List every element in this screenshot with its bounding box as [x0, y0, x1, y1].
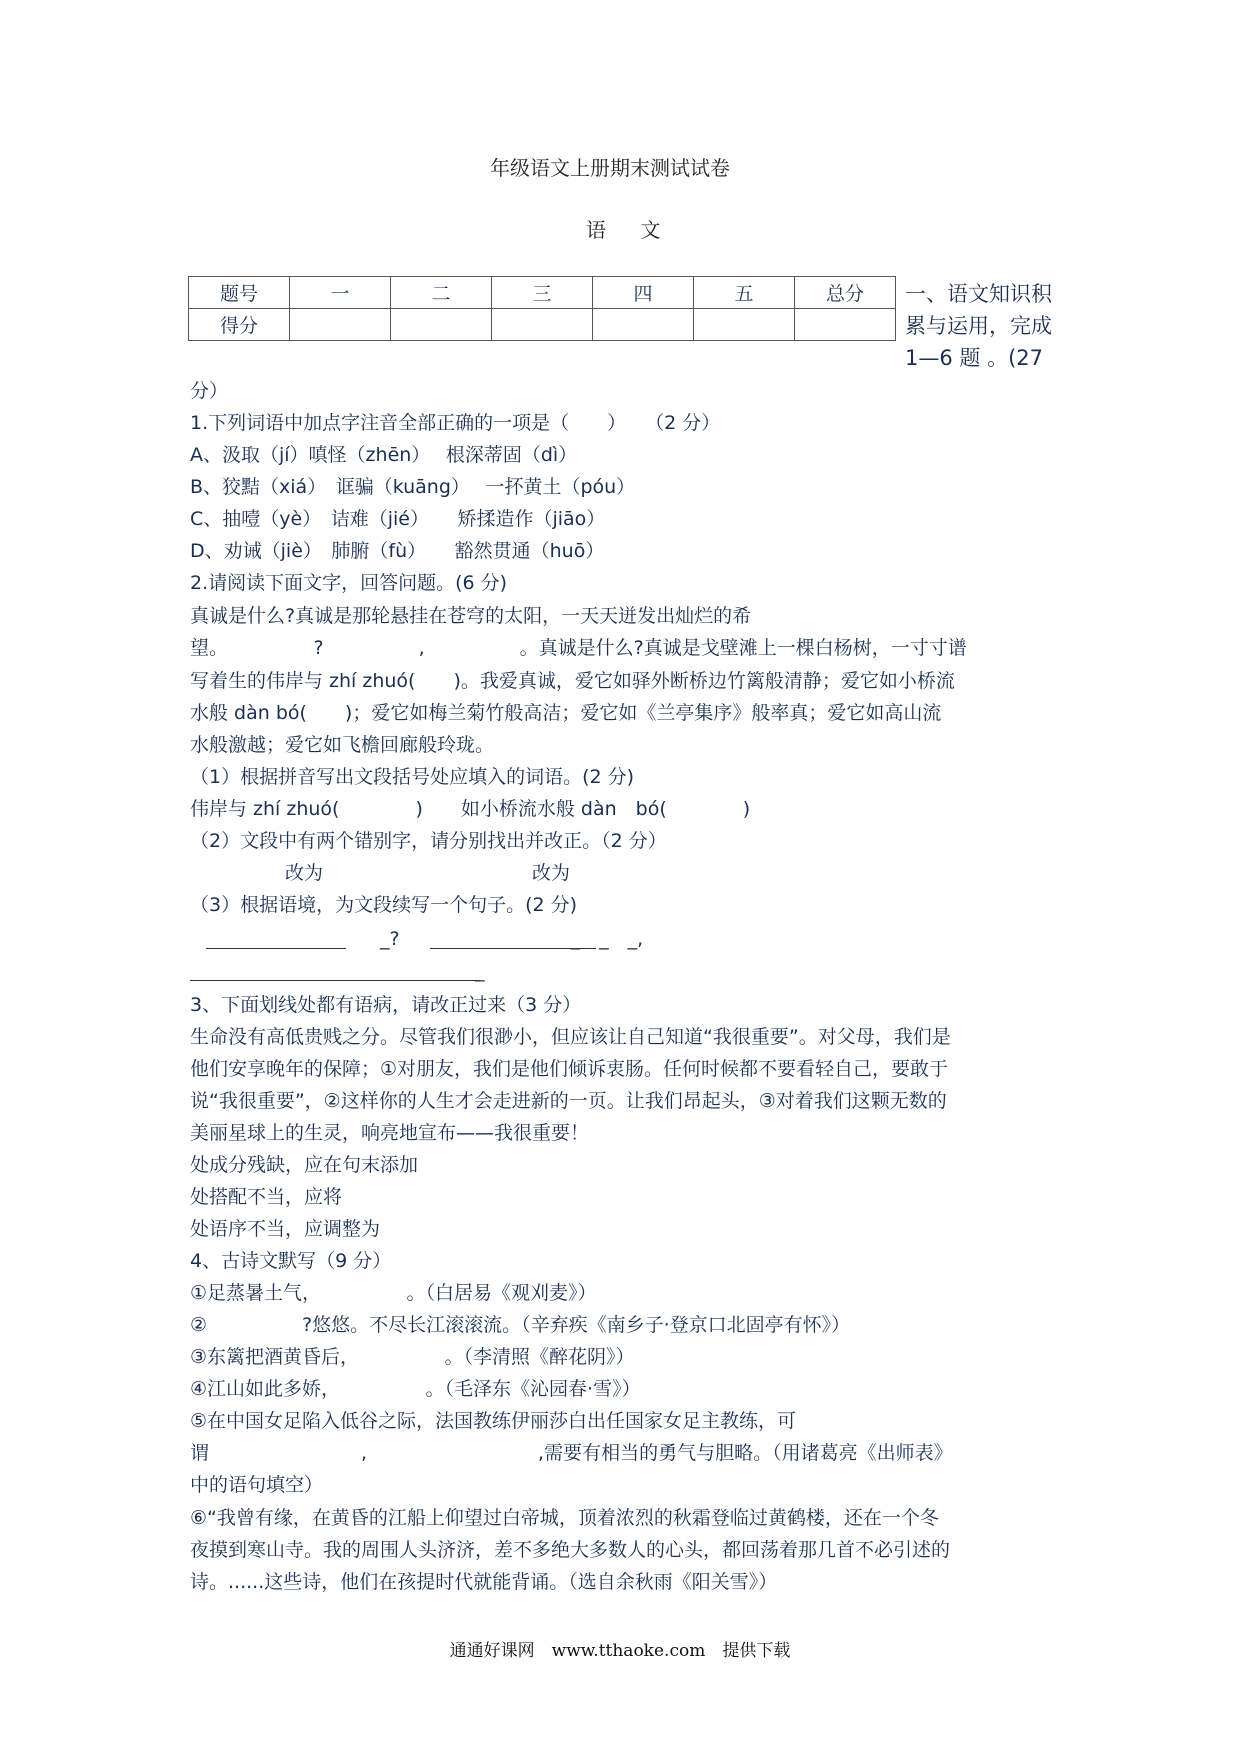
score-cell — [694, 309, 795, 341]
passage-line: 生命没有高低贵贱之分。尽管我们很渺小，但应该让自己知道“我很重要”。对父母，我们是 — [190, 1026, 951, 1048]
poem-line: 谓 , ,需要有相当的勇气与胆略。（用诸葛亮《出师表》 — [190, 1442, 953, 1464]
question-1: 1.下列词语中加点字注音全部正确的一项是（ ） （2 分） — [190, 412, 721, 434]
score-cell — [290, 309, 391, 341]
score-cell — [391, 309, 492, 341]
option-d: D、劝诫（jiè） 肺腑（fù） 豁然贯通（huō） — [190, 540, 605, 562]
score-table-header-row — [189, 277, 896, 309]
text-line: 分） — [190, 380, 229, 402]
passage-line: 水般激越；爱它如飞檐回廊般玲珑。 — [190, 734, 495, 756]
section1-heading-line: 累与运用，完成 — [905, 314, 1052, 338]
score-cell — [492, 309, 593, 341]
poem-line: ④江山如此多娇， 。（毛泽东《沁园春·雪》） — [190, 1378, 641, 1400]
section1-heading-line: 一、语文知识积 — [905, 282, 1052, 306]
document-title: 年级语文上册期末测试试卷 — [490, 156, 730, 180]
poem-line: ② ?悠悠。不尽长江滚滚流。（辛弃疾《南乡子·登京口北固亭有怀》） — [190, 1314, 851, 1336]
question-4: 4、古诗文默写（9 分） — [190, 1250, 392, 1272]
poem-line: 中的语句填空） — [190, 1474, 324, 1496]
blank-line: _? _ _ _, — [190, 928, 644, 950]
answer-line: 处成分残缺，应在句末添加 — [190, 1154, 419, 1176]
passage-line: 诗。......这些诗，他们在孩提时代就能背诵。（选自余秋雨《阳关雪》） — [190, 1571, 778, 1593]
option-c: C、抽噎（yè） 诘难（jié） 矫揉造作（jiāo） — [190, 508, 606, 530]
footer-credit: 通通好课网 www.tthaoke.com 提供下载 — [449, 1641, 791, 1661]
poem-line: ①足蒸暑土气， 。（白居易《观刈麦》） — [190, 1282, 597, 1304]
answer-line: 伟岸与 zhí zhuó( ) 如小桥流水般 dàn bó( ) — [190, 798, 751, 820]
score-cell: 总分 — [795, 277, 896, 309]
score-cell — [795, 309, 896, 341]
passage-line: 美丽星球上的生灵，响亮地宣布——我很重要！ — [190, 1122, 590, 1144]
score-cell: 四 — [593, 277, 694, 309]
question-2: 2.请阅读下面文字，回答问题。(6 分) — [190, 572, 508, 594]
score-table-score-row — [189, 309, 896, 341]
score-cell: 二 — [391, 277, 492, 309]
sub-question-2: （2）文段中有两个错别字，请分别找出并改正。（2 分） — [190, 830, 667, 852]
passage-line: 夜摸到寒山寺。我的周围人头济济，差不多绝大多数人的心头，都回荡着那几首不必引述的 — [190, 1539, 951, 1561]
score-cell: 得分 — [189, 309, 290, 341]
score-cell: 三 — [492, 277, 593, 309]
answer-line: 处语序不当，应调整为 — [190, 1218, 381, 1240]
score-cell: 题号 — [189, 277, 290, 309]
passage-line: 他们安享晚年的保障；①对朋友，我们是他们倾诉衷肠。任何时候都不要看轻自己，要敢于 — [190, 1058, 949, 1080]
score-cell: 五 — [694, 277, 795, 309]
sub-question-1: （1）根据拼音写出文段括号处应填入的词语。(2 分) — [190, 766, 635, 788]
passage-line: 真诚是什么?真诚是那轮悬挂在苍穹的太阳，一天天迸发出灿烂的希 — [190, 605, 752, 627]
section1-heading-line: 1—6 题 。(27 — [905, 346, 1043, 370]
score-cell — [593, 309, 694, 341]
passage-line: 水般 dàn bó( )；爱它如梅兰菊竹般高洁；爱它如《兰亭集序》般率真；爱它如高山流 — [190, 702, 942, 724]
blank-line: _ — [190, 960, 485, 982]
subject-label: 语 文 — [586, 218, 675, 242]
blank-underline — [206, 948, 346, 949]
passage-line: 写着生的伟岸与 zhí zhuó( )。我爱真诚，爱它如驿外断桥边竹篱般清静；爱它如小桥流 — [190, 670, 955, 692]
answer-line: 改为 改为 — [190, 862, 571, 884]
answer-line: 处搭配不当，应将 — [190, 1186, 343, 1208]
option-b: B、狡黠（xiá） 诓骗（kuāng） 一抔黄土（póu） — [190, 476, 636, 498]
passage-line: ⑥“我曾有缘，在黄昏的江船上仰望过白帝城，顶着浓烈的秋霜登临过黄鹤楼，还在一个冬 — [190, 1507, 939, 1529]
option-a: A、汲取（jí）嗔怪（zhēn） 根深蒂固（dì） — [190, 444, 578, 466]
blank-underline — [190, 980, 480, 981]
blank-underline — [430, 948, 596, 949]
poem-line: ⑤在中国女足陷入低谷之际，法国教练伊丽莎白出任国家女足主教练，可 — [190, 1410, 797, 1432]
question-3: 3、下面划线处都有语病，请改正过来（3 分） — [190, 994, 582, 1016]
score-table — [188, 276, 896, 341]
score-cell: 一 — [290, 277, 391, 309]
passage-line: 说“我很重要”，②这样你的人生才会走进新的一页。让我们昂起头，③对着我们这颗无数的 — [190, 1090, 947, 1112]
poem-line: ③东篱把酒黄昏后， 。（李清照《醉花阴》） — [190, 1346, 635, 1368]
sub-question-3: （3）根据语境，为文段续写一个句子。(2 分) — [190, 894, 578, 916]
passage-line: 望。 ? , 。真诚是什么?真诚是戈壁滩上一棵白杨树，一寸寸谱 — [190, 637, 967, 659]
